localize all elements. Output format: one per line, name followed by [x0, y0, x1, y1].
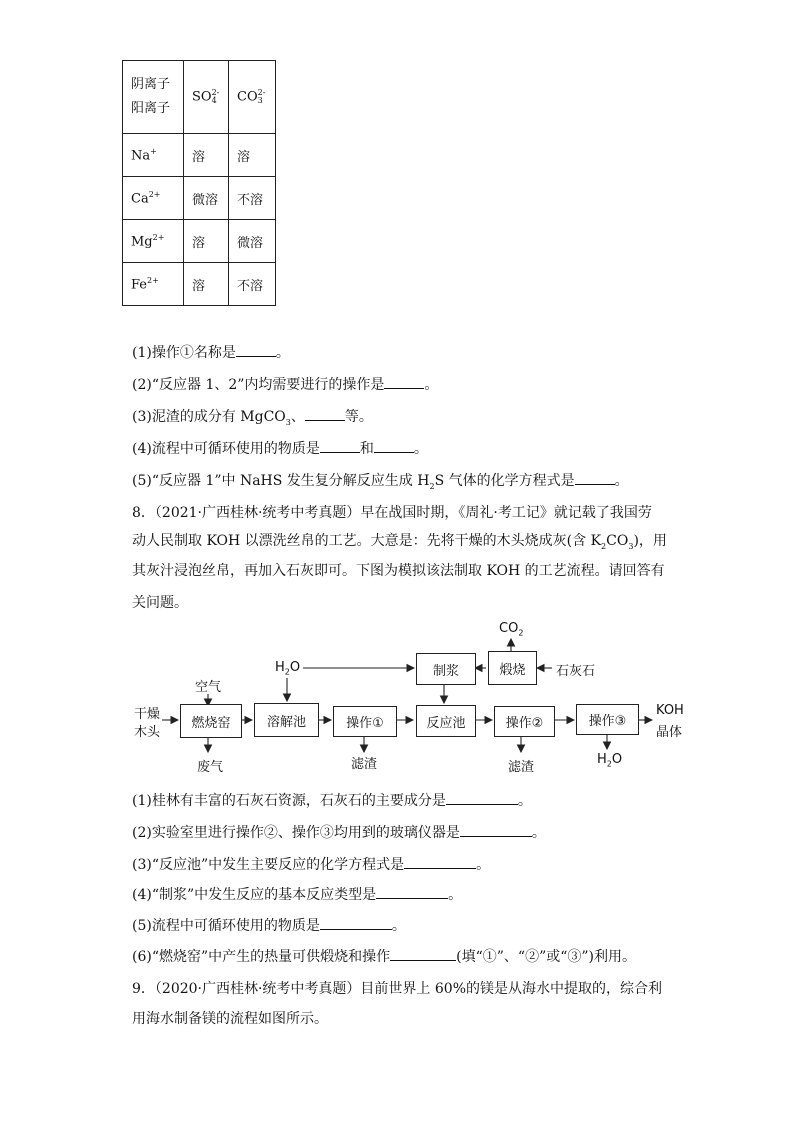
q8-subquestion-2: (2)实验室里进行操作②、操作③均用到的玻璃仪器是 。 — [132, 825, 546, 841]
table-cell: 微溶 — [184, 177, 229, 220]
answer-blank[interactable] — [376, 886, 448, 899]
co2-label: $CO_2$ — [499, 621, 524, 638]
q8-stem-line-3: 其灰汁浸泡丝帛，再加入石灰即可。下图为模拟该法制取 KOH 的工艺流程。请回答有 — [132, 563, 665, 579]
answer-blank[interactable] — [320, 917, 392, 930]
table-cell: 溶 — [184, 134, 229, 177]
q8-stem-line-1: 8．（2021·广西桂林·统考中考真题）早在战国时期，《周礼·考工记》就记载了我国劳 — [132, 505, 652, 521]
q7-subquestion-4: (4)流程中可循环使用的物质是 和 。 — [132, 441, 428, 457]
cation-header: 阳离子 — [131, 101, 171, 116]
slurry-box: 制浆 — [416, 653, 476, 685]
operation-3-box: 操作③ — [576, 704, 639, 735]
answer-blank[interactable] — [390, 948, 456, 961]
q8-stem-line-2: 动人民制取 KOH 以漂洗丝帛的工艺。大意是：先将干燥的木头烧成灰(含 $K_2CO_3$)，用 — [132, 533, 667, 551]
q9-stem-line-2: 用海水制备镁的流程如图所示。 — [132, 1011, 328, 1027]
water-in-label: $H_2O$ — [275, 660, 301, 677]
limestone-label: 石灰石 — [556, 664, 596, 679]
crystal-label: 晶体 — [656, 725, 683, 740]
cation-cell: $Ca^{2+}$ — [123, 177, 184, 220]
dissolve-tank-box: 溶解池 — [254, 703, 319, 737]
answer-blank[interactable] — [460, 824, 532, 837]
wood-label-2: 木头 — [134, 725, 161, 740]
cation-cell: $Fe^{2+}$ — [123, 263, 184, 306]
table-cell: 微溶 — [229, 220, 276, 263]
air-label: 空气 — [195, 680, 222, 695]
wood-label-1: 干燥 — [134, 707, 161, 722]
q8-stem-line-4: 关问题。 — [132, 595, 188, 611]
operation-2-box: 操作② — [494, 706, 555, 737]
residue-1-label: 滤渣 — [351, 757, 378, 772]
q8-subquestion-1: (1)桂林有丰富的石灰石资源，石灰石的主要成分是 。 — [132, 793, 532, 809]
q8-subquestion-4: (4)“制浆”中发生反应的基本反应类型是 。 — [132, 887, 463, 903]
residue-2-label: 滤渣 — [508, 760, 535, 775]
q7-subquestion-2: (2)“反应器 1、2”内均需要进行的操作是 。 — [132, 377, 439, 393]
q7-subquestion-5: (5)“反应器 1”中 NaHS 发生复分解反应生成 $H_2S$ 气体的化学方程式是 。 — [132, 473, 629, 491]
table-cell: 不溶 — [229, 263, 276, 306]
anion-header: 阴离子 — [131, 77, 171, 92]
q8-subquestion-6: (6)“燃烧窑”中产生的热量可供煅烧和操作 (填“①”、“②”或“③”)利用。 — [132, 949, 637, 965]
q8-subquestion-3: (3)“反应池”中发生主要反应的化学方程式是 。 — [132, 857, 491, 873]
answer-blank[interactable] — [446, 792, 518, 805]
table-cell: 溶 — [184, 220, 229, 263]
table-cell: 溶 — [229, 134, 276, 177]
anion-sulfate: SO 2- 4 — [184, 61, 229, 134]
operation-1-box: 操作① — [333, 706, 397, 737]
q7-subquestion-3: (3)泥渣的成分有 MgCO$_3$、 等。 — [132, 409, 373, 427]
water-out-label: $H_2O$ — [597, 752, 623, 769]
anion-carbonate: CO 2- 3 — [229, 61, 276, 134]
reactor-box: 反应池 — [416, 705, 476, 737]
furnace-box: 燃烧窑 — [180, 704, 242, 738]
table-cell: 不溶 — [229, 177, 276, 220]
cation-cell: $Mg^{2+}$ — [123, 220, 184, 263]
q7-subquestion-1: (1)操作①名称是 。 — [132, 345, 290, 361]
q8-subquestion-5: (5)流程中可循环使用的物质是 。 — [132, 918, 406, 934]
waste-gas-label: 废气 — [197, 760, 224, 775]
answer-blank[interactable] — [404, 856, 476, 869]
cation-cell: Na+ — [123, 134, 184, 177]
q9-stem-line-1: 9．（2020·广西桂林·统考中考真题）目前世界上 60%的镁是从海水中提取的，综合利 — [132, 981, 663, 997]
calcine-box: 煅烧 — [488, 651, 537, 685]
table-cell: 溶 — [184, 263, 229, 306]
koh-label: KOH — [656, 703, 684, 718]
